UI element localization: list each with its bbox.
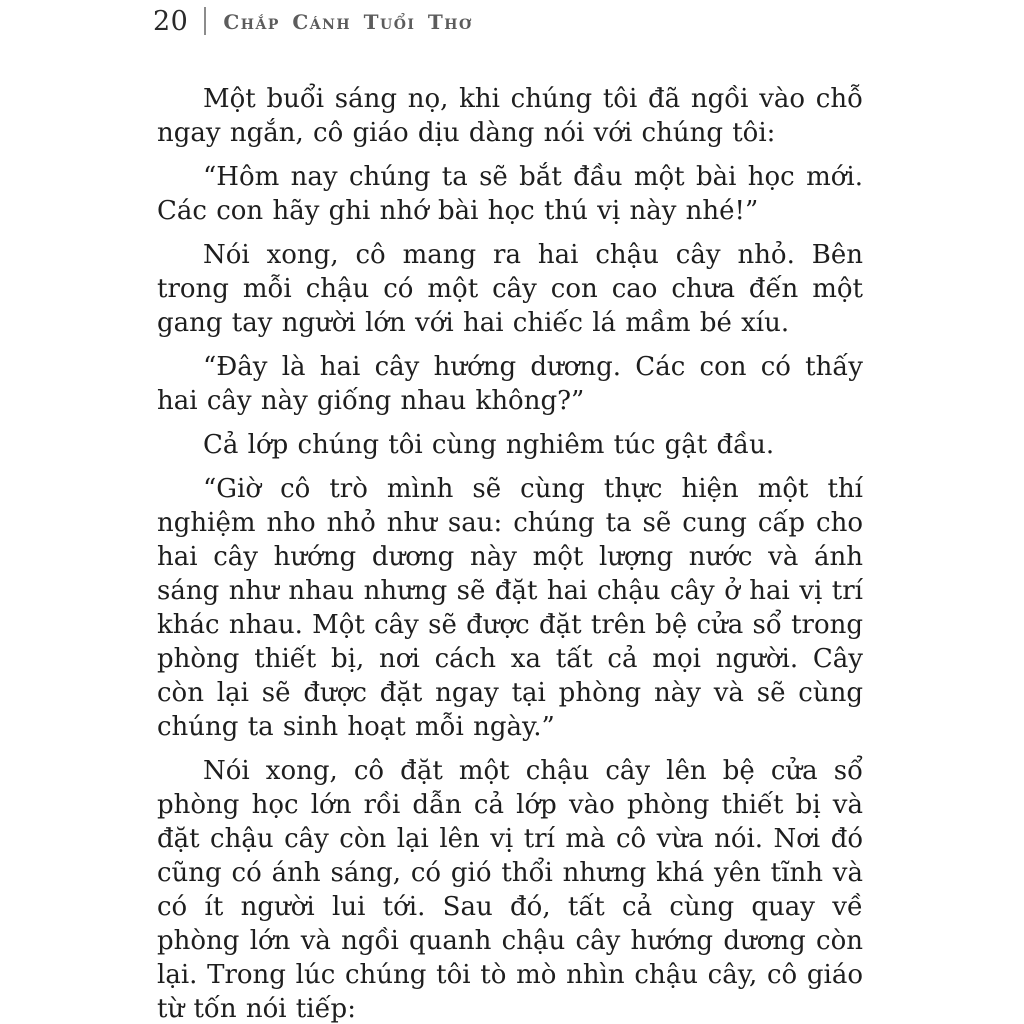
page-body xyxy=(157,82,863,1024)
paragraph-class-nods: Cả lớp chúng tôi cùng nghiêm túc gật đầu. xyxy=(203,430,775,460)
paragraph-intro: Một buổi sáng nọ, khi chúng tôi đã ngồi vào chỗ ngay ngắn, cô giáo dịu dàng nói với chúng tôi: xyxy=(157,84,863,148)
page-number: 20 xyxy=(153,5,189,37)
paragraph-experiment-description: “Giờ cô trò mình sẽ cùng thực hiện một thí nghiệm nho nhỏ như sau: chúng ta sẽ cung cấp cho hai cây hướng dương này một lượng nước và ánh sáng như nhau nhưng sẽ đặt hai chậu cây ở hai vị trí khác nhau. Một cây sẽ được đặt trên bệ cửa sổ trong phòng thiết bị, nơi cách xa tất cả mọi người. Cây còn lại sẽ được đặt ngay tại phòng này và sẽ cùng chúng ta sinh hoạt mỗi ngày.” xyxy=(157,474,863,742)
header-divider xyxy=(204,7,206,35)
book-title: Chắp Cánh Tuổi Thơ xyxy=(223,10,473,34)
page-header xyxy=(153,4,473,38)
paragraph-two-pots: Nói xong, cô mang ra hai chậu cây nhỏ. Bên trong mỗi chậu có một cây con cao chưa đến một gang tay người lớn với hai chiếc lá mầm bé xíu. xyxy=(157,240,863,338)
paragraph-teacher-announcement: “Hôm nay chúng ta sẽ bắt đầu một bài học mới. Các con hãy ghi nhớ bài học thú vị này nhé!” xyxy=(157,162,863,226)
paragraph-placing-pots: Nói xong, cô đặt một chậu cây lên bệ cửa sổ phòng học lớn rồi dẫn cả lớp vào phòng thiết bị và đặt chậu cây còn lại lên vị trí mà cô vừa nói. Nơi đó cũng có ánh sáng, có gió thổi nhưng khá yên tĩnh và có ít người lui tới. Sau đó, tất cả cùng quay về phòng lớn và ngồi quanh chậu cây hướng dương còn lại. Trong lúc chúng tôi tò mò nhìn chậu cây, cô giáo từ tốn nói tiếp: xyxy=(157,756,863,1024)
paragraph-sunflower-question: “Đây là hai cây hướng dương. Các con có thấy hai cây này giống nhau không?” xyxy=(157,352,863,416)
